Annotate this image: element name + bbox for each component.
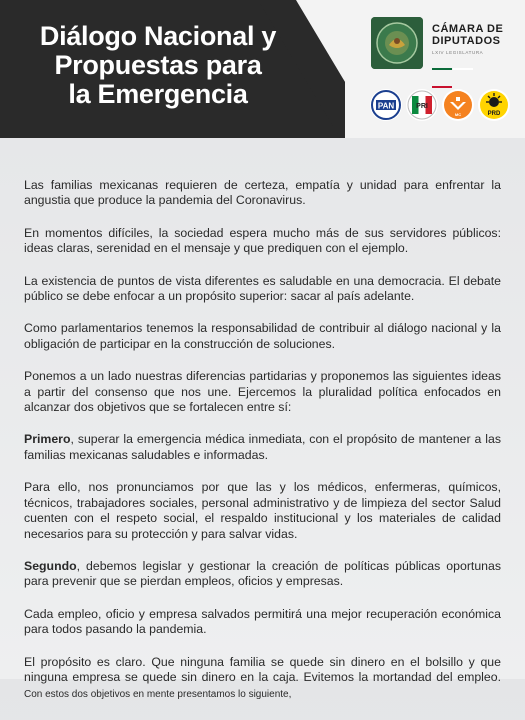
paragraph-8-bold: Segundo [24, 558, 77, 573]
pri-logo [406, 89, 438, 121]
paragraph-8-rest: , debemos legislar y gestionar la creación de políticas públicas oportunas para prevenir que se pierdan empleos, oficios y empresas. [24, 558, 501, 589]
paragraph-9: Cada empleo, oficio y empresa salvados permitirá una mejor recuperación económica para todos pasando la pandemia. [24, 606, 501, 637]
chamber-seal-logo [371, 17, 423, 69]
document-body [24, 178, 501, 720]
page-title [38, 22, 278, 109]
paragraph-6 [24, 432, 501, 463]
institution-name [432, 23, 503, 47]
pan-logo [370, 89, 402, 121]
paragraph-2: En momentos difíciles, la sociedad espera mucho más de sus servidores públicos: ideas claras, serenidad en el mensaje y que prediquen con el ejemplo. [24, 225, 501, 256]
legislature-label: LXIV LEGISLATURA [432, 50, 484, 55]
paragraph-6-rest: , superar la emergencia médica inmediata, con el propósito de mantener a las familias mexicanas saludables e informadas. [24, 432, 501, 462]
institution-line-2: DIPUTADOS [432, 35, 501, 47]
title-line-3: la Emergencia [68, 79, 248, 109]
paragraph-5: Ponemos a un lado nuestras diferencias partidarias y proponemos las siguientes ideas a partir del consenso que nos une. Ejercemos la pluralidad política enfocados en alcanzar dos objetivos que se fortalecen entre sí: [24, 369, 501, 415]
paragraph-8 [24, 559, 501, 590]
flag-stripe [432, 57, 494, 59]
prd-logo [478, 89, 510, 121]
mc-label: MC [454, 112, 462, 117]
paragraph-10-small: Con estos dos objetivos en mente presentamos lo siguiente, [24, 689, 292, 701]
paragraph-4: Como parlamentarios tenemos la responsabilidad de contribuir al diálogo nacional y la obligación de participar en la construcción de soluciones. [24, 321, 501, 351]
paragraph-7: Para ello, nos pronunciamos por que las y los médicos, enfermeras, químicos, técnicos, trabajadores sociales, personal administrativo y de limpieza del sector Salud cuenten con el respeto social, el respaldo institucional y los materiales de calidad necesarios para su protección y para salvar vidas. [24, 480, 501, 541]
prd-label: PRD [487, 111, 501, 117]
paragraph-1: Las familias mexicanas requieren de certeza, empatía y unidad para enfrentar la angustia que produce la pandemia del Coronavirus. [24, 178, 501, 208]
pri-label: PRI [416, 103, 428, 110]
paragraph-10-main: El propósito es claro. Que ninguna familia se quede sin dinero en el bolsillo y que ninguna empresa se quede sin dinero en la caja. Evitemos la mortandad del empleo. [24, 654, 501, 684]
title-line-2: Propuestas para [54, 50, 262, 80]
paragraph-3: La existencia de puntos de vista diferentes es saludable en una democracia. El debate público se debe enfocar a un propósito superior: sacar al país adelante. [24, 273, 501, 304]
pan-label: PAN [377, 101, 395, 111]
mc-logo [442, 89, 474, 121]
header-banner [0, 0, 525, 138]
institution-line-1: CÁMARA DE [432, 23, 504, 35]
paragraph-6-bold: Primero [24, 432, 71, 447]
title-line-1: Diálogo Nacional y [39, 21, 277, 51]
